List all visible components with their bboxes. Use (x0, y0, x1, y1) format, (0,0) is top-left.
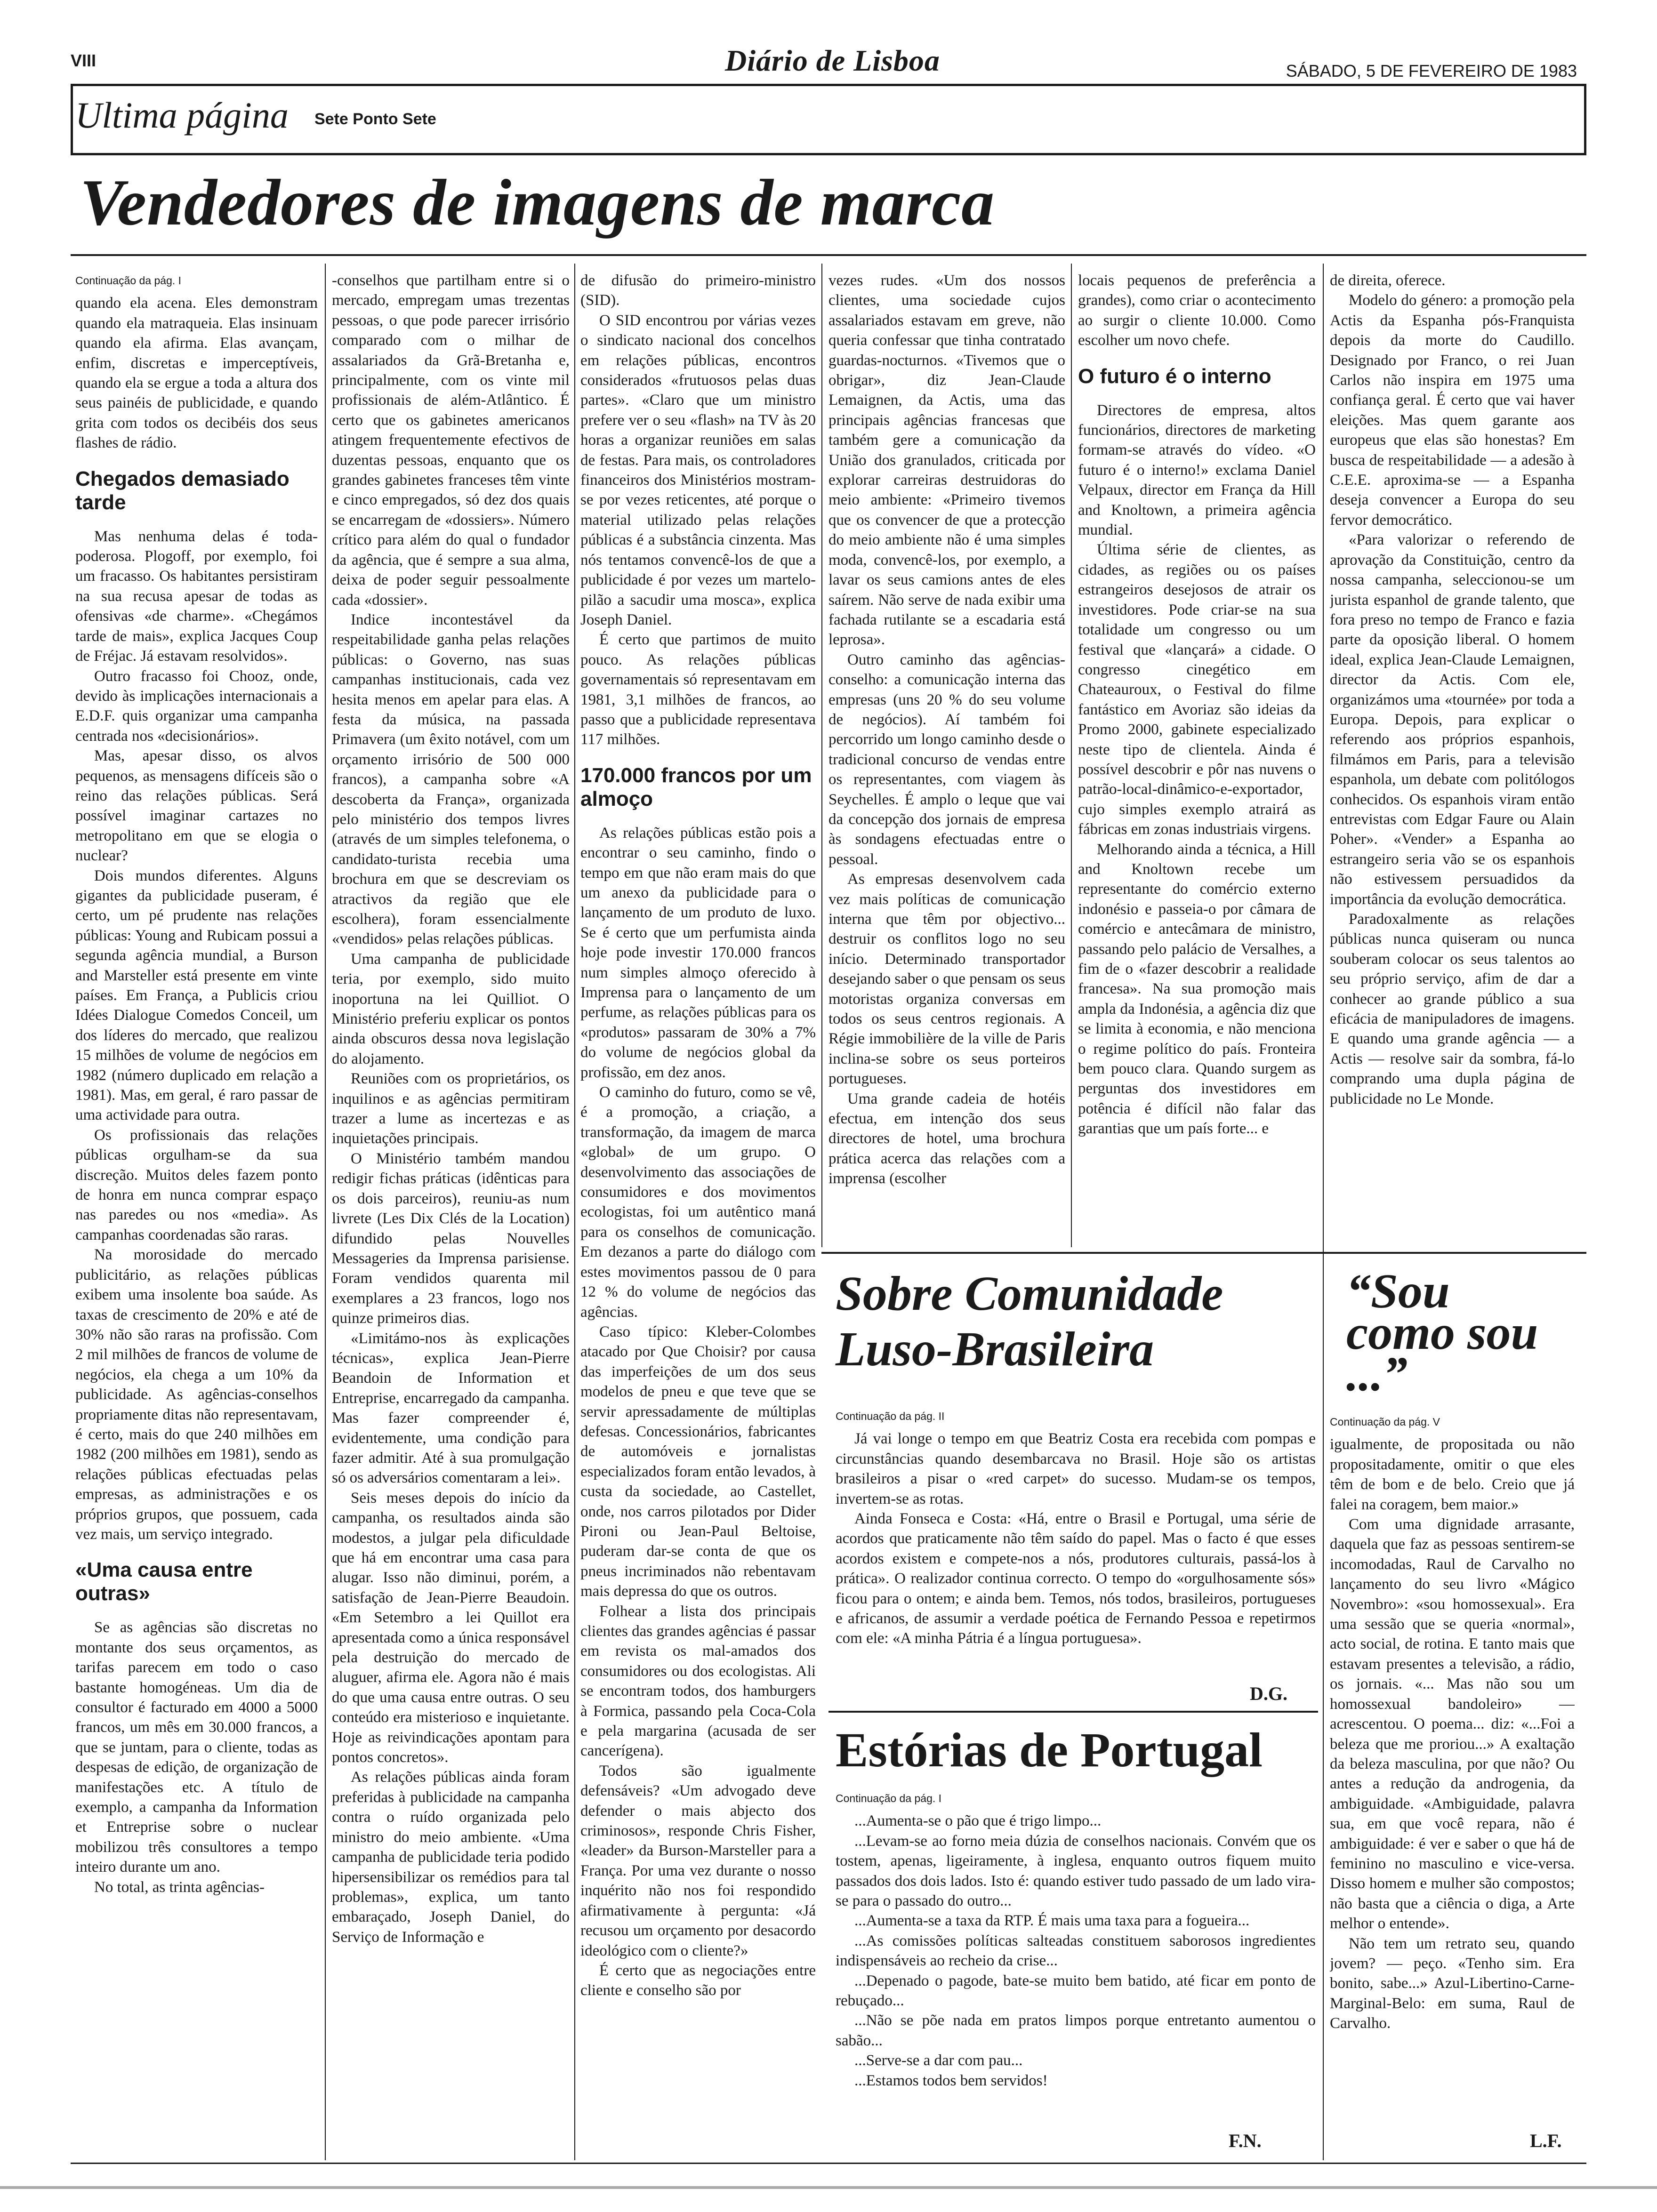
article-column-1 (75, 271, 318, 2172)
masthead: Diário de Lisboa (725, 44, 940, 77)
subheading: 170.000 francos por um almoço (580, 763, 812, 810)
paragraph: ...Aumenta-se o pão que é trigo limpo... (854, 1812, 1102, 1830)
paragraph: ...Serve-se a dar com pau... (854, 2052, 1023, 2069)
paragraph: As empresas desenvolvem cada vez mais políticas de comunicação interna que têm por objectivo... destruir os conflitos logo no seu início. Determinado transportador desejando saber o que pensam os seus motoristas organiza conversas em todos os seus centros regionais. A Régie immobilière de la ville de Paris inclina-se sobre os seus porteiros portugueses. (828, 871, 1065, 1088)
paragraph: Ainda Fonseca e Costa: «Há, entre o Brasil e Portugal, uma série de acordos que praticamente não têm saído do papel. Mas o facto é que esses acordos existem e compete-nos a nós, produtores culturais, passá-los à prática». O realizador continua correcto. O tempo do «orgulhosamente sós» ficou para o ontem; e ainda bem. Temos, nós todos, brasileiros, portugueses e africanos, de assumir a verdade poética de Fernando Pessoa e repetirmos com ele: «A minha Pátria é a língua portuguesa». (836, 1510, 1316, 1647)
paragraph: Uma campanha de publicidade teria, por exemplo, sido muito inoportuna na lei Quilliot. O Ministério preferiu explicar os pontos ainda obscuros dessa nova legislação do alojamento. (332, 950, 570, 1067)
paragraph: ...As comissões políticas salteadas constituem saborosos ingredientes indispensáveis ao recheio da crise... (836, 1932, 1316, 1970)
paragraph: locais pequenos de preferência a grandes), como criar o acontecimento ao surgir o cliente 10.000. Como escolher um novo chefe. (1078, 272, 1316, 349)
section-box-right (1584, 84, 1586, 154)
paragraph: No total, as trinta agências- (94, 1878, 265, 1896)
sou-article (1330, 1412, 1575, 2146)
page-number: VIII (71, 51, 97, 70)
paragraph: É certo que as negociações entre cliente e conselho são por (580, 1962, 816, 1999)
paragraph: Paradoxalmente as relações públicas nunca quiseram ou nunca souberam colocar os seus talentos ao seu próprio serviço, afim de dar a conhecer ao grande público a sua eficácia de manipuladores de imagens. E quando uma grande agência — a Actis — resolve sair da sombra, fá-lo comprando uma dupla página de publicidade no Le Monde. (1330, 911, 1575, 1107)
paragraph: Outro caminho das agências-conselho: a comunicação interna das empresas (uns 20 % do seu volume de negócios). Aí também foi percorrido um longo caminho desde o tradicional concurso de vendas entre os representantes, com viagem às Seychelles. É amplo o leque que vai da concepção dos jornais de empresa às sondagens efectuadas entre o pessoal. (828, 651, 1065, 868)
luso-bottom-rule (828, 1711, 1318, 1713)
paragraph: de difusão do primeiro-ministro (SID). (580, 272, 816, 309)
article-column-4 (828, 271, 1065, 1245)
paragraph: ...Estamos todos bem servidos! (854, 2072, 1048, 2089)
paragraph: ...Não se põe nada em pratos limpos porque entretanto aumentou o sabão... (836, 2012, 1316, 2049)
header-rule (71, 84, 1586, 86)
section-title: Ultima página (75, 95, 289, 136)
luso-article (836, 1406, 1316, 1717)
paragraph: Seis meses depois do início da campanha, os resultados ainda são modestos, a julgar pela dificuldade que há em encontrar uma casa para alugar. Isso não diminui, porém, a satisfação de Jean-Pierre Beaudoin. «Em Setembro a lei Quillot era apresentada como a única responsável pela destruição do mercado de aluguer, afirma ele. Agora não é mais do que uma causa entre outras. O seu conteúdo era misterioso e inquietante. Hoje as reivindicações apontam para pontos concretos». (332, 1489, 570, 1766)
paragraph: Directores de empresa, altos funcionários, directores de marketing formam-se através do vídeo. «O futuro é o interno!» exclama Daniel Velpaux, director em França da Hill and Knoltown, a primeira agência mundial. (1078, 401, 1316, 539)
paragraph: igualmente, de propositada ou não propositadamente, omitir o que eles têm de bom e de belo. Creio que já falei na coragem, bem maior.» (1330, 1436, 1575, 1513)
paragraph: Na morosidade do mercado publicitário, as relações públicas exibem uma insolente boa saúde. As taxas de crescimento de 20% e até de 30% não são raras na profissão. Com 2 mil milhões de francos de volume de negócios, ela chega a um 10% da publicidade. As agências-conselhos propriamente ditas não representavam, é certo, mais do que 240 milhões em 1982 (200 milhões em 1981), sendo as relações públicas efectuadas pelas empresas, as administrações e os próprios grupos, que possuem, cada vez mais, um serviço integrado. (75, 1246, 318, 1543)
continuation-note: Continuação da pág. I (836, 1792, 942, 1804)
continuation-note: Continuação da pág. I (75, 274, 182, 287)
paragraph: «Limitámo-nos às explicações técnicas», explica Jean-Pierre Beandoin de Information et Entreprise, encarregado da campanha. Mas fazer compreender é, evidentemente, uma condição para fazer admitir. Até à sua promulgação só os adversários comentaram a lei». (332, 1330, 570, 1487)
column-rule-1 (325, 264, 326, 2160)
paragraph: Melhorando ainda a técnica, a Hill and Knoltown recebe um representante do comércio externo indonésio e passeia-o por câmara de comércio e antecâmara de ministro, passando pelo palácio de Versalhes, a fim de o «fazer descobrir a realidade francesa». Na sua promoção mais ampla da Indonésia, a agência diz que se limita à economia, e não menciona o regime político do país. Fronteira bem pouco clara. Quando surgem as perguntas dos investidores em potência é difícil não falar das garantias que um país forte... e (1078, 841, 1316, 1138)
subheading: Chegados demasiado tarde (75, 467, 290, 514)
paragraph: Se as agências são discretas no montante dos seus orçamentos, as tarifas parecem em todo o caso bastante homogéneas. Um dia de consultor é facturado em 4000 a 5000 francos, um mês em 30.000 francos, a que se juntam, para o cliente, todas as despesas de edição, de organização de manifestações etc. A título de exemplo, a campanha da Information et Entreprise sobre o nuclear mobilizou três consultores a tempo inteiro durante um ano. (75, 1619, 318, 1876)
paragraph: O caminho do futuro, como se vê, é a promoção, a criação, a transformação, da imagem de marca «global» de um grupo. O desenvolvimento das associações de consumidores e dos movimentos ecologistas, foi um autêntico maná para os conselhos de comunicação. Em dezanos a parte do diálogo com estes movimentos passou de 0 para 12 % do volume de negócios das agências. (580, 1084, 816, 1321)
paragraph: Caso típico: Kleber-Colombes atacado por Que Choisir? por causa das imperfeições de um dos seus modelos de pneu e que teve que se servir apressadamente de múltiplas defesas. Concessionários, fabricantes de automóveis e jornalistas especializados foram então levados, à custa da sociedade, ao Castellet, onde, nos carros pilotados por Dider Pironi ou Jean-Paul Beltoise, puderam dar-se conta de que os pneus incriminados não rebentavam mais depressa do que os outros. (580, 1323, 816, 1600)
paragraph: É certo que partimos de muito pouco. As relações públicas governamentais só representavam em 1981, 3,1 milhões de francos, ao passo que a publicidade representava 117 milhões. (580, 631, 816, 748)
estorias-headline: Estórias de Portugal (836, 1723, 1263, 1777)
paragraph: As relações públicas estão pois a encontrar o seu caminho, findo o tempo em que não eram mais do que um anexo da publicidade para o lançamento de um produto de luxo. Se é certo que um perfumista ainda hoje pode investir 170.000 francos num simples almoço oferecido à Imprensa para o lançamento de um perfume, as relações públicas para os «produtos» passaram de 30% a 7% do volume de negócios global da profissão, em dez anos. (580, 824, 816, 1081)
paragraph: Folhear a lista dos principais clientes das grandes agências é passar em revista os mal-amados dos consumidores ou dos ecologistas. Ali se encontram todos, dos hamburgers à Formica, passando pela Coca-Cola e pela margarina (acusada de ser cancerígena). (580, 1603, 816, 1760)
paragraph: Modelo do género: a promoção pela Actis da Espanha pós-Franquista depois da morte do Caudillo. Designado por Franco, o rei Juan Carlos não inspira em 1975 uma confiança geral. É certo que vai haver eleições. Mas quem garante aos europeus que elas são honestas? Em busca de respeitabilidade — a adesão à C.E.E. aproxima-se — a Espanha deseja convencer a Europa do seu fervor democrático. (1330, 292, 1575, 529)
lower-boxes-rule (821, 1252, 1586, 1254)
paragraph: Mas, apesar disso, os alvos pequenos, as mensagens difíceis são o reino das relações públicas. Será possível imaginar cartazes no metropolitano em que se elogia o nuclear? (75, 747, 318, 865)
section-subtitle: Sete Ponto Sete (314, 110, 436, 128)
article-column-2 (332, 271, 570, 2172)
subheading: «Uma causa entre outras» (75, 1558, 253, 1605)
paragraph: O Ministério também mandou redigir fichas práticas (idênticas para os dois parceiros), reuniu-as num livrete (Les Dix Clés de la Location) difundido pelas Nouvelles Messageries da Imprensa parisiense. Foram vendidos quarenta mil exemplares a 23 francos, logo nos quinze primeiros dias. (332, 1150, 570, 1327)
paragraph: ...Depenado o pagode, bate-se muito bem batido, até ficar em ponto de rebuçado... (836, 1972, 1316, 2010)
issue-date: SÁBADO, 5 DE FEVEREIRO DE 1983 (1286, 61, 1577, 80)
paragraph: vezes rudes. «Um dos nossos clientes, uma sociedade cujos assalariados estavam em greve, não queria confessar que tinha contratado guardas-nocturnos. «Tivemos que o obrigar», diz Jean-Claude Lemaignen, da Actis, uma das principais agências francesas que também gere a comunicação da União dos granulados, criticada por explorar carreiras destruidoras do meio ambiente: «Primeiro tivemos que os convencer de que a protecção do meio ambiente não é uma simples moda, convencê-los, por exemplo, a lavar os seus camions antes de eles saírem. Não serve de nada exibir uma fachada rutilante se a escadaria está leprosa». (828, 272, 1065, 649)
paragraph: -conselhos que partilham entre si o mercado, empregam umas trezentas pessoas, o que pode parecer irrisório comparado com o milhar de assalariados da Grã-Bretanha e, principalmente, com os vinte mil profissionais de além-Atlântico. É certo que os gabinetes americanos atingem frequentemente efectivos de duzentas pessoas, enquanto que os grandes gabinetes franceses têm vinte e cinco empregados, só dez dos quais se encarregam de «dossiers». Número crítico para além do qual o fundador da agência, que é sempre a sua alma, deixa de poder seguir pessoalmente cada «dossier». (332, 272, 570, 609)
paragraph: Não tem um retrato seu, quando jovem? — peço. «Tenho sim. Era bonito, sabe...» Azul-Libertino-Carne-Marginal-Belo: em suma, Raul de Carvalho. (1330, 1935, 1575, 2032)
paragraph: de direita, oferece. (1330, 272, 1446, 289)
section-rule (71, 153, 1586, 155)
paragraph: As relações públicas ainda foram preferidas à publicidade na campanha contra o ruído organizada pelo ministro do meio ambiente. «Uma campanha de publicidade teria podido hipersensibilizar os remédios para tal problemas», explica, um tanto embaraçado, Joseph Daniel, do Serviço de Informação e (332, 1769, 570, 1946)
paragraph: Mas nenhuma delas é toda-poderosa. Plogoff, por exemplo, foi um fracasso. Os habitantes persistiram na sua recusa apesar de todas as ofensivas «de charme». «Chegámos tarde de mais», explica Jacques Coup de Fréjac. Já estavam resolvidos». (75, 528, 318, 665)
paragraph: Reuniões com os proprietários, os inquilinos e as agências permitiram trazer a lume as incertezas e as inquietações principais. (332, 1070, 570, 1147)
article-column-3 (580, 271, 816, 2172)
continuation-note: Continuação da pág. II (836, 1410, 945, 1422)
sou-signature: L.F. (1530, 2130, 1562, 2151)
paragraph: Todos são igualmente defensáveis? «Um advogado deve defender o mais abjecto dos criminosos», responde Chris Fisher, «leader» da Burson-Marsteller para a França. Por uma vez durante o nosso inquérito não nos foi respondido afirmativamente à pergunta: «Já recusou um orçamento por desacordo ideológico com o cliente?» (580, 1762, 816, 1959)
column-rule-4 (1071, 264, 1072, 1247)
continuation-note: Continuação da pág. V (1330, 1416, 1440, 1428)
column-rule-2 (574, 264, 575, 2160)
paragraph: Já vai longe o tempo em que Beatriz Costa era recebida com pompas e circunstâncias quando desembarcava no Brasil. Hoje são os artistas brasileiros a pisar o «red carpet» do sucesso. Mudam-se os tempos, invertem-se as rotas. (836, 1430, 1316, 1507)
paragraph: quando ela acena. Eles demonstram quando ela matraqueia. Elas insinuam quando ela afirma. Elas avançam, enfim, discretas e imperceptíveis, quando ela se ergue a toda a altura dos seus painéis de publicidade, e quando grita com todos os decibéis dos seus flashes de rádio. (75, 295, 318, 452)
luso-signature: D.G. (1250, 1683, 1287, 1704)
column-rule-3 (821, 264, 822, 1247)
estorias-signature: F.N. (1229, 2130, 1262, 2151)
footer-rule (71, 2163, 1586, 2164)
paragraph: Os profissionais das relações públicas orgulham-se da sua discreção. Muitos deles fazem ponto de honra em nunca comprar espaço nas paredes ou nos «media». As campanhas coordenadas são raras. (75, 1126, 318, 1243)
column-rule-5 (1323, 264, 1324, 2160)
paragraph: Outro fracasso foi Chooz, onde, devido às implicações internacionais a E.D.F. quis organizar uma campanha centrada nos «decisionários». (75, 667, 318, 745)
paragraph: Última série de clientes, as cidades, as regiões ou os países estrangeiros desejosos de atrair os investidores. Pode criar-se na sua totalidade um congresso ou um festival que «lançará» a cidade. O congresso cinegético em Chateauroux, o Festival do filme fantástico em Avoriaz são ideias da Promo 2000, gabinete especializado neste tipo de clientela. Ainda é possível descobrir e pôr nas nuvens o patrão-local-dinâmico-e-exportador, cujo simples exemplo atrairá as fábricas em zonas industriais virgens. (1078, 541, 1316, 838)
paragraph: ...Aumenta-se a taxa da RTP. É mais uma taxa para a fogueira... (854, 1912, 1250, 1930)
section-box-left (71, 84, 73, 154)
paragraph: ...Levam-se ao forno meia dúzia de conselhos nacionais. Convém que os tostem, apenas, ligeiramente, à inglesa, enquanto outros fiquem muito passados dos dois lados. Isto é: quando estiver tudo passado de um lado vira-se para o passado do outro... (836, 1832, 1316, 1910)
page-edge-shadow (0, 2186, 1657, 2189)
paragraph: Dois mundos diferentes. Alguns gigantes da publicidade puseram, é certo, um pé prudente nas relações públicas: Young and Rubicam possui a segunda agência mundial, a Burson and Marsteller está presente em vinte países. Em França, a Publicis criou Idées Dialogue Comedos Conceil, um dos líderes do mercado, que realizou 15 milhões de volume de negócios em 1982 (número duplicado em relação a 1981). Mas, em geral, é raro passar de uma actividade para outra. (75, 867, 318, 1124)
article-column-6 (1330, 271, 1575, 1245)
paragraph: Indice incontestável da respeitabilidade ganha pelas relações públicas: o Governo, nas suas campanhas institucionais, cada vez hesita menos em apelar para elas. A festa da música, na passada Primavera (um êxito notável, com um orçamento irrisório de 500 000 francos), a campanha sobre «A descoberta da França», organizada pelo ministério dos tempos livres (através de um simples telefonema, o candidato-turista recebia uma brochura em que se descreviam os atractivos da região que ele escolhera), foram essencialmente «vendidos» pelas relações públicas. (332, 611, 570, 948)
subheading: O futuro é o interno (1078, 364, 1271, 388)
luso-headline: Sobre Comunidade Luso-Brasileira (836, 1266, 1223, 1376)
paragraph: Uma grande cadeia de hotéis efectua, em intenção dos seus directores de hotel, uma brochura prática acerca das relações com a imprensa (escolher (828, 1090, 1065, 1187)
article-column-5 (1078, 271, 1316, 1245)
headline-rule (71, 254, 1586, 256)
paragraph: O SID encontrou por várias vezes o sindicato nacional dos concelhos em relações públicas, encontros considerados «frutuosos pelas duas partes». «Claro que um ministro prefere ver o seu «flash» na TV às 20 horas a organizar reuniões em salas de festas. Para mais, os controladores financeiros dos Ministérios mostram-se por vezes reticentes, até porque o material utilizado pelas relações públicas é a substância cinzenta. Mas nós tentamos convencê-los de que a publicidade é por vezes um martelo-pilão a sacudir uma mosca», explica Joseph Daniel. (580, 312, 816, 628)
paragraph: «Para valorizar o referendo de aprovação da Constituição, centro da nossa campanha, seleccionou-se um jurista espanhol de grande talento, que fora preso no tempo de Franco e fazia parte da oposição liberal. O homem ideal, explica Jean-Claude Lemaignen, director da Actis. Com ele, organizámos uma «tournée» por toda a Europa. Depois, para explicar o referendo aos próprios espanhois, filmámos em Paris, para a televisão espanhola, um debate com politólogos conhecidos. Os espanhois viram então entrevistas com Edgar Faure ou Alain Poher». «Vender» a Espanha ao estrangeiro seria vão se os espanhois não estivessem persuadidos da importância da evolução democrática. (1330, 531, 1575, 908)
paragraph: Com uma dignidade arrasante, daquela que faz as pessoas sentirem-se incomodadas, Raul de Carvalho no lançamento do seu livro «Mágico Novembro»: «sou homossexual». Era uma sessão que se queria «normal», acto social, de rotina. E tanto mais que estavam presentes a televisão, a rádio, os jornais. «... Mas não sou um homossexual bandoleiro» — acrescentou. O poema... diz: «...Foi a beleza que me proriou...» A exaltação da beleza masculina, por que não? Ou antes a redução da androgenia, da ambiguidade. «Ambiguidade, palavra sua, em que você repara, não é ambiguidade: é ver e saber o que há de feminino no masculino e vice-versa. Disso homem e mulher são compostos; não basta que a ciência o diga, a Arte melhor o entende». (1330, 1516, 1575, 1932)
sou-headline: “Sou como sou ...” (1346, 1264, 1538, 1401)
main-headline: Vendedores de imagens de marca (80, 166, 995, 239)
estorias-article (836, 1788, 1316, 2146)
